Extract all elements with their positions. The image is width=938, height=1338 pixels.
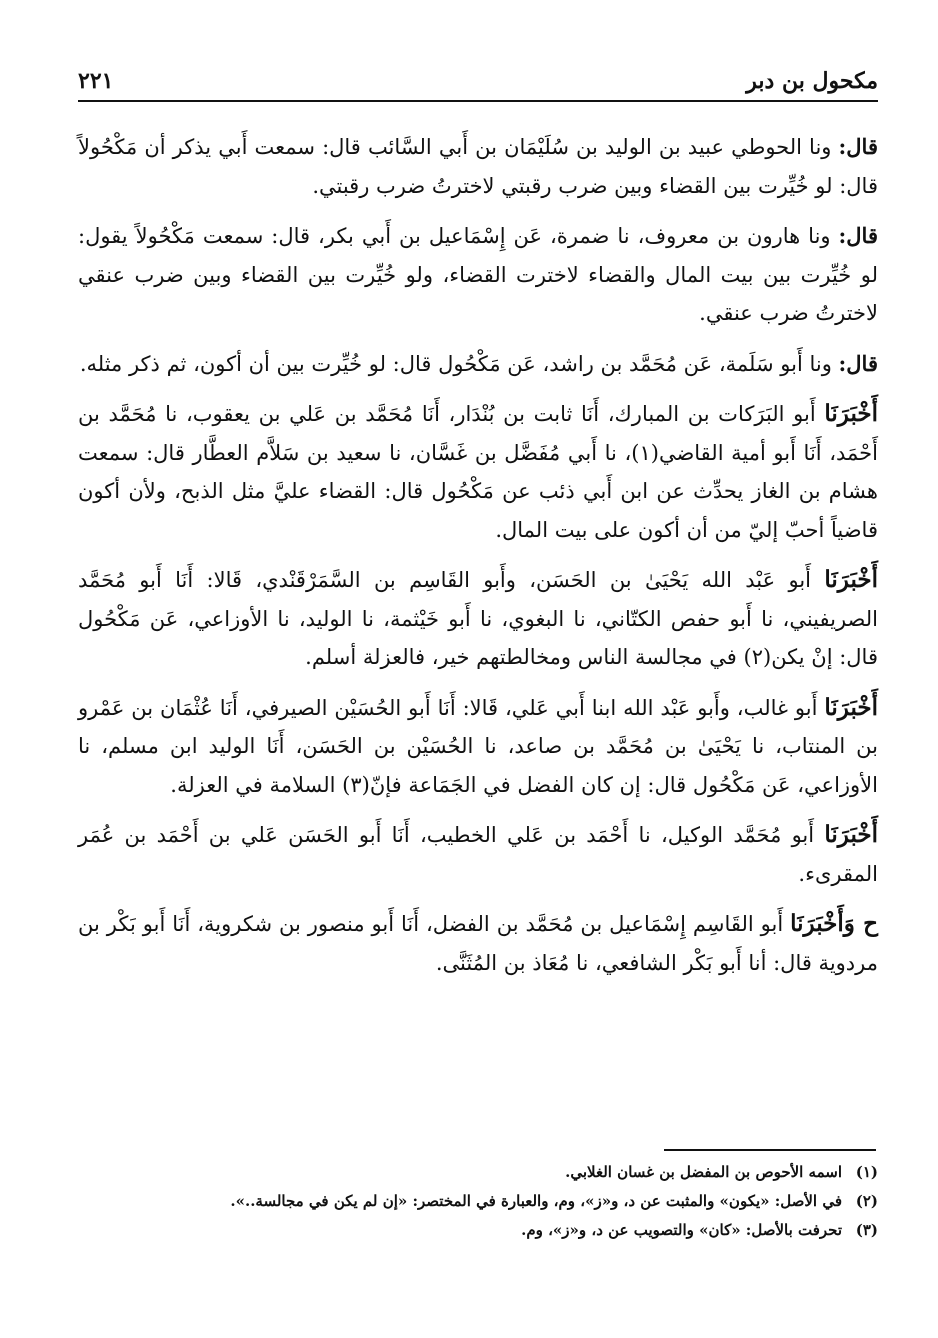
paragraph-text: ونا الحوطي عبيد بن الوليد بن سُلَيْمَان بن أَبي السَّائب قال: سمعت أَبي يذكر أن مَكْحُولاً قال: لو خُيِّرت بين القضاء وبين ضرب رقبتي لاخترتُ ضرب رقبتي. [78,135,878,198]
main-text [78,128,878,994]
footnote [78,1158,878,1187]
footnote-text: اسمه الأحوص بن المفضل بن غسان الغلابي. [565,1163,842,1181]
paragraph [78,561,878,677]
paragraph [78,345,878,384]
footnote [78,1216,878,1245]
paragraph [78,689,878,805]
paragraph-text: ونا هارون بن معروف، نا ضمرة، عَن إِسْمَاعيل بن أَبي بكر، قال: سمعت مَكْحُولاً يقول: لو خُيِّرت بين بيت المال والقضاء لاخترت القضاء، ولو خُيِّرت بين القضاء وبين ضرب عنقي لاخترتُ ضرب عنقي. [78,224,878,325]
paragraph-lead: أَخْبَرَنَا [824,400,878,427]
paragraph-text: ونا أَبو سَلَمة، عَن مُحَمَّد بن راشد، عَن مَكْحُول قال: لو خُيِّرت بين أن أكون، ثم ذكر مثله. [79,351,839,376]
paragraph-text: أَبو القَاسِم إِسْمَاعيل بن مُحَمَّد بن الفضل، أَنَا أَبو منصور بن شكروية، أَنَا أَبو بَكْر بن مردوية قال: أنا أَبو بَكْر الشافعي، نا مُعَاذ بن المُثَنَّى. [78,912,878,975]
paragraph-lead: قال: [838,350,878,376]
paragraph-text: أَبو غالب، وأَبو عَبْد الله ابنا أَبي عَلي، قَالا: أَنَا أَبو الحُسَيْن الصيرفي، أَنَا عُثْمَان بن عَمْرو بن المنتاب، نا يَحْيَىٰ بن مُحَمَّد بن صاعد، نا الحُسَيْن بن الحَسَن، أَنَا الوليد ابن مسلم، نا الأوزاعي، عَن مَكْحُول قال: إن كان الفضل في الجَمَاعة فإنّ(٣) السلامة في العزلة. [78,695,878,797]
footnote-number: (١) [855,1163,878,1181]
paragraph-lead: أَخْبَرَنَا [824,693,878,721]
paragraph-lead: أَخْبَرَنَا [824,821,878,848]
footnote [78,1187,878,1216]
paragraph-lead: ح وَأَخْبَرَنَا [790,910,879,937]
footnote-number: (٣) [855,1221,878,1239]
paragraph-text: أَبو عَبْد الله يَحْيَىٰ بن الحَسَن، وأَبو القَاسِم بن السَّمَرْقَنْدي، قَالا: أَنَا أَبو مُحَمَّد الصريفيني، نا أَبو حفص الكتّاني، نا البغوي، نا أَبو خَيْثمة، نا الوليد، نا الأوزاعي، عَن مَكْحُول قال: إنْ يكن(٢) في مجالسة الناس ومخالطتهم خير، فالعزلة أسلم. [78,568,878,669]
footnote-number: (٢) [855,1192,878,1210]
paragraph-lead: قال: [838,223,878,248]
paragraph [78,816,878,893]
footnote-text: تحرفت بالأصل: «كان» والتصويب عن د، و«ز»، وم. [521,1221,842,1239]
paragraph-text: أَبو البَرَكات بن المبارك، أَنَا ثابت بن بُنْدَار، أَنَا مُحَمَّد بن عَلي بن يعقوب، نا مُحَمَّد بن أَحْمَد، أَنَا أَبو أمية القاضي(١)، نا أَبي مُفَضَّل بن غَسَّان، نا سعيد بن سَلاَّم العطَّار قال: سمعت هشام بن الغاز يحدِّث عن ابن أَبي ذئب عن مَكْحُول قال: القضاء عليَّ مثل الذبح، ولأن أكون قاضياً أحبّ إليّ من أن أكون على بيت المال. [78,402,878,542]
paragraph [78,395,878,549]
footnote-text: في الأصل: «يكون» والمثبت عن د، و«ز»، وم، والعبارة في المختصر: «إن لم يكن في مجالسة..». [230,1192,842,1210]
paragraph-lead: قال: [838,134,878,159]
footnote-divider [664,1149,876,1151]
paragraph-text: أَبو مُحَمَّد الوكيل، نا أَحْمَد بن عَلي الخطيب، أَنَا أَبو الحَسَن عَلي بن أَحْمَد بن عُمَر المقرىء. [78,823,878,886]
footnotes [78,1158,878,1245]
paragraph [78,905,878,982]
paragraph [78,128,878,205]
paragraph-lead: أَخْبَرَنَا [824,566,878,593]
running-title: مكحول بن دبر [746,68,878,94]
page-number: ٢٢١ [78,68,114,94]
paragraph [78,217,878,333]
page-header [78,62,878,102]
